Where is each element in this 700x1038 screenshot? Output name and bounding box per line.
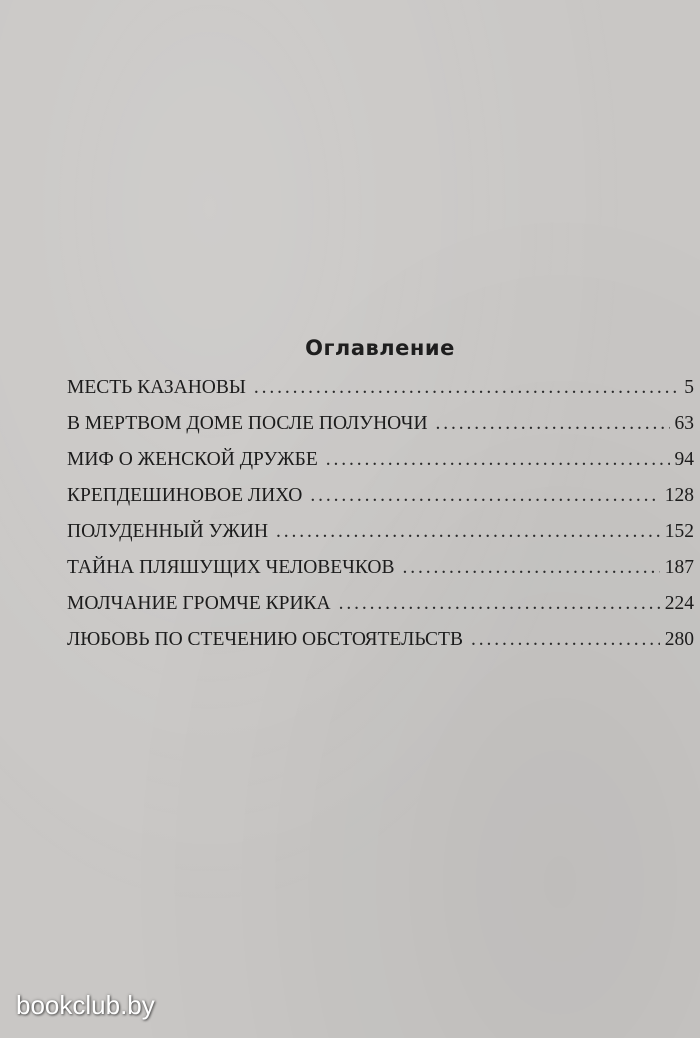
toc-entry xyxy=(67,413,694,449)
toc-entry-page: 5 xyxy=(684,377,694,398)
toc-entry xyxy=(67,593,694,629)
toc-entry-page: 128 xyxy=(664,485,694,506)
toc-leader-dots xyxy=(310,485,659,507)
toc-entry xyxy=(67,377,694,413)
toc-entry xyxy=(67,485,694,521)
toc-leader-dots xyxy=(339,593,660,615)
toc-leader-dots xyxy=(471,629,660,651)
toc-entry-page: 280 xyxy=(664,629,694,650)
toc-leader-dots xyxy=(326,449,670,471)
toc-entry-page: 63 xyxy=(674,413,694,434)
toc-entry-page: 187 xyxy=(664,557,694,578)
toc-leader-dots xyxy=(276,521,660,543)
site-watermark: bookclub.by xyxy=(16,990,155,1020)
toc-leader-dots xyxy=(436,413,670,435)
toc-entry-title: ЛЮБОВЬ ПО СТЕЧЕНИЮ ОБСТОЯТЕЛЬСТВ xyxy=(67,629,463,650)
toc-entry xyxy=(67,521,694,557)
toc-entry-page: 152 xyxy=(664,521,694,542)
toc-entry-page: 224 xyxy=(664,593,694,614)
toc-list xyxy=(67,377,694,665)
toc-entry-title: КРЕПДЕШИНОВОЕ ЛИХО xyxy=(67,485,303,506)
toc-entry xyxy=(67,629,694,665)
toc-entry-title: ПОЛУДЕННЫЙ УЖИН xyxy=(67,521,269,542)
toc-entry-title: ТАЙНА ПЛЯШУЩИХ ЧЕЛОВЕЧКОВ xyxy=(67,557,395,578)
toc-entry-title: МИФ О ЖЕНСКОЙ ДРУЖБЕ xyxy=(67,449,318,470)
toc-entry-title: В МЕРТВОМ ДОМЕ ПОСЛЕ ПОЛУНОЧИ xyxy=(67,413,428,434)
toc-entry-title: МЕСТЬ КАЗАНОВЫ xyxy=(67,377,246,398)
toc-entry xyxy=(67,557,694,593)
toc-title: Оглавление xyxy=(305,336,455,360)
toc-leader-dots xyxy=(402,557,659,579)
toc-entry xyxy=(67,449,694,485)
toc-leader-dots xyxy=(254,377,679,399)
toc-entry-title: МОЛЧАНИЕ ГРОМЧЕ КРИКА xyxy=(67,593,331,614)
toc-entry-page: 94 xyxy=(674,449,694,470)
